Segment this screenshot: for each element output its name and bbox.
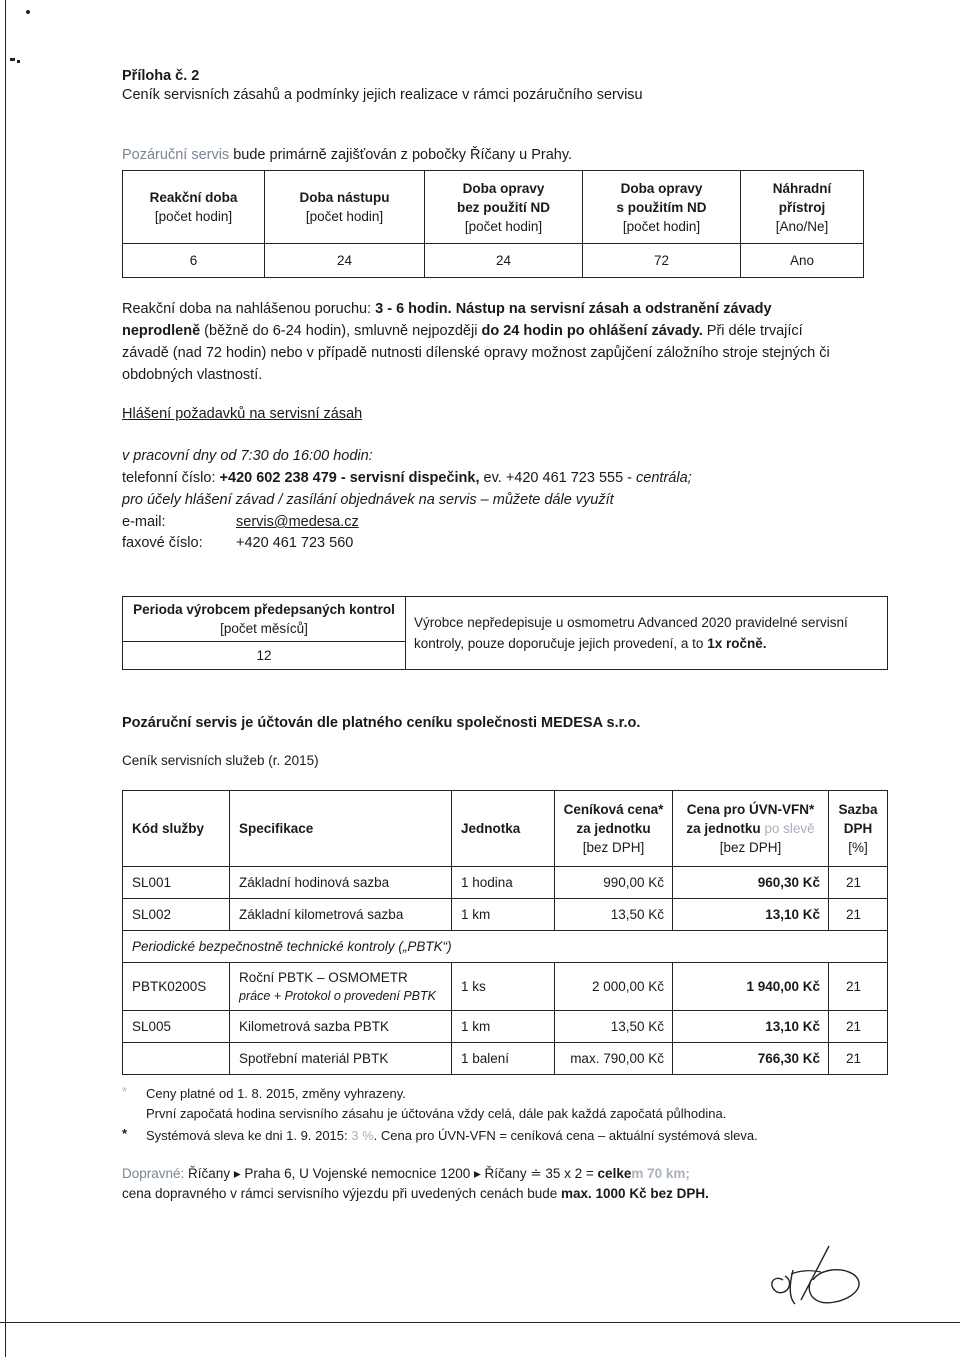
table-row: SL001 Základní hodinová sazba 1 hodina 990,00 Kč 960,30 Kč 21	[123, 867, 888, 899]
reporting-heading: Hlášení požadavků na servisní zásah	[122, 406, 363, 422]
inspection-table	[122, 596, 888, 670]
scan-speck	[10, 58, 15, 61]
scan-edge-line	[5, 0, 6, 1357]
value-cell: 24	[265, 244, 425, 278]
table-header-row	[123, 171, 864, 244]
header-cell: Náhradní přístroj [Ano/Ne]	[741, 171, 864, 244]
footnote-star: *	[122, 1084, 128, 1099]
table-header-row	[123, 791, 888, 867]
table-row: Spotřební materiál PBTK 1 balení max. 790,00 Kč 766,30 Kč 21	[123, 1043, 888, 1075]
reaction-paragraph: Reakční doba na nahlášenou poruchu: 3 - 6 hodin. Nástup na servisní zásah a odstranění závady neprodleně (běžně do 6-24 hodin), smluvně nejpozději do 24 hodin po ohlášení závady. Při déle trvající závadě (nad 72 hodin) nebo v případě nutnosti dílenské opravy možnost zapůjčení záložního stroje stejných či obdobných vlastností.	[122, 301, 830, 383]
group-label: Periodické bezpečnostně technické kontroly („PBTK“)	[123, 931, 888, 963]
value-cell: 24	[425, 244, 583, 278]
billing-statement: Pozáruční servis je účtován dle platného ceníku společnosti MEDESA s.r.o.	[122, 715, 641, 731]
scan-speck	[17, 60, 20, 63]
header-cell: Specifikace	[230, 791, 452, 867]
inspection-value-cell: 12	[123, 642, 406, 670]
price-table	[122, 790, 888, 1075]
value-cell: 6	[123, 244, 265, 278]
signature-initials	[755, 1240, 875, 1310]
footnote-star: *	[122, 1126, 128, 1141]
fax-number: +420 461 723 560	[236, 535, 354, 551]
email-label: e-mail:	[122, 514, 166, 530]
fax-label: faxové číslo:	[122, 535, 203, 551]
footnote-1: Ceny platné od 1. 8. 2015, změny vyhrazeny.	[146, 1086, 406, 1101]
table-group-row	[123, 931, 888, 963]
table-row	[123, 597, 888, 642]
working-hours: v pracovní dny od 7:30 do 16:00 hodin:	[122, 448, 373, 464]
footnote-2: První započatá hodina servisního zásahu je účtována vždy celá, dále pak každá započatá půlhodina.	[146, 1106, 727, 1121]
intro-text	[122, 147, 572, 163]
header-cell: Doba opravy bez použití ND [počet hodin]	[425, 171, 583, 244]
arrow-icon: ▸	[233, 1166, 241, 1181]
phone-line: telefonní číslo: +420 602 238 479 - servisní dispečink, ev. +420 461 723 555 - centrála;	[122, 470, 692, 486]
footnote-3: Systémová sleva ke dni 1. 9. 2015: 3 %. Cena pro ÚVN-VFN = ceníková cena – aktuální systémová sleva.	[146, 1128, 758, 1143]
email-link[interactable]: servis@medesa.cz	[236, 514, 359, 530]
arrow-icon: ▸	[474, 1166, 481, 1181]
table-row: SL005 Kilometrová sazba PBTK 1 km 13,50 Kč 13,10 Kč 21	[123, 1011, 888, 1043]
header-cell: Sazba DPH [%]	[829, 791, 888, 867]
header-cell: Jednotka	[452, 791, 555, 867]
response-time-table	[122, 170, 864, 278]
header-cell: Doba opravy s použitím ND [počet hodin]	[583, 171, 741, 244]
header-cell: Reakční doba [počet hodin]	[123, 171, 265, 244]
scan-speck	[26, 10, 30, 14]
inspection-header-cell: Perioda výrobcem předepsaných kontrol [počet měsíců]	[123, 597, 406, 642]
transport-line: Dopravné: Říčany ▸ Praha 6, U Vojenské nemocnice 1200 ▸ Říčany ≐ 35 x 2 = celkem 70 km;	[122, 1166, 690, 1181]
header-cell: Doba nástupu [počet hodin]	[265, 171, 425, 244]
table-row: SL002 Základní kilometrová sazba 1 km 13,50 Kč 13,10 Kč 21	[123, 899, 888, 931]
header-cell: Kód služby	[123, 791, 230, 867]
pricelist-caption: Ceník servisních služeb (r. 2015)	[122, 753, 319, 768]
attachment-label: Příloha č. 2	[122, 68, 200, 84]
value-cell: Ano	[741, 244, 864, 278]
scan-edge-line	[0, 1322, 960, 1323]
transport-price-line: cena dopravného v rámci servisního výjezdu při uvedených cenách bude max. 1000 Kč bez DPH.	[122, 1186, 709, 1201]
value-cell: 72	[583, 244, 741, 278]
table-row: PBTK0200S Roční PBTK – OSMOMETR práce + Protokol o provedení PBTK 1 ks 2 000,00 Kč 1 940,00 Kč 21	[123, 963, 888, 1011]
document-title: Ceník servisních zásahů a podmínky jejich realizace v rámci pozáručního servisu	[122, 87, 643, 103]
intro-lead: Pozáruční servis	[122, 147, 230, 163]
header-cell: Cena pro ÚVN-VFN* za jednotku po slevě [bez DPH]	[673, 791, 829, 867]
table-row	[123, 244, 864, 278]
intro-rest: bude primárně zajišťován z pobočky Říčany u Prahy.	[229, 147, 573, 163]
inspection-note-cell: Výrobce nepředepisuje u osmometru Advanced 2020 pravidelné servisní kontroly, pouze doporučuje jejich provedení, a to 1x ročně.	[406, 597, 888, 670]
header-cell: Ceníková cena* za jednotku [bez DPH]	[555, 791, 673, 867]
purpose-line: pro účely hlášení závad / zasílání objednávek na servis – můžete dále využít	[122, 492, 614, 508]
phone-main: +420 602 238 479 - servisní dispečink,	[219, 470, 480, 486]
